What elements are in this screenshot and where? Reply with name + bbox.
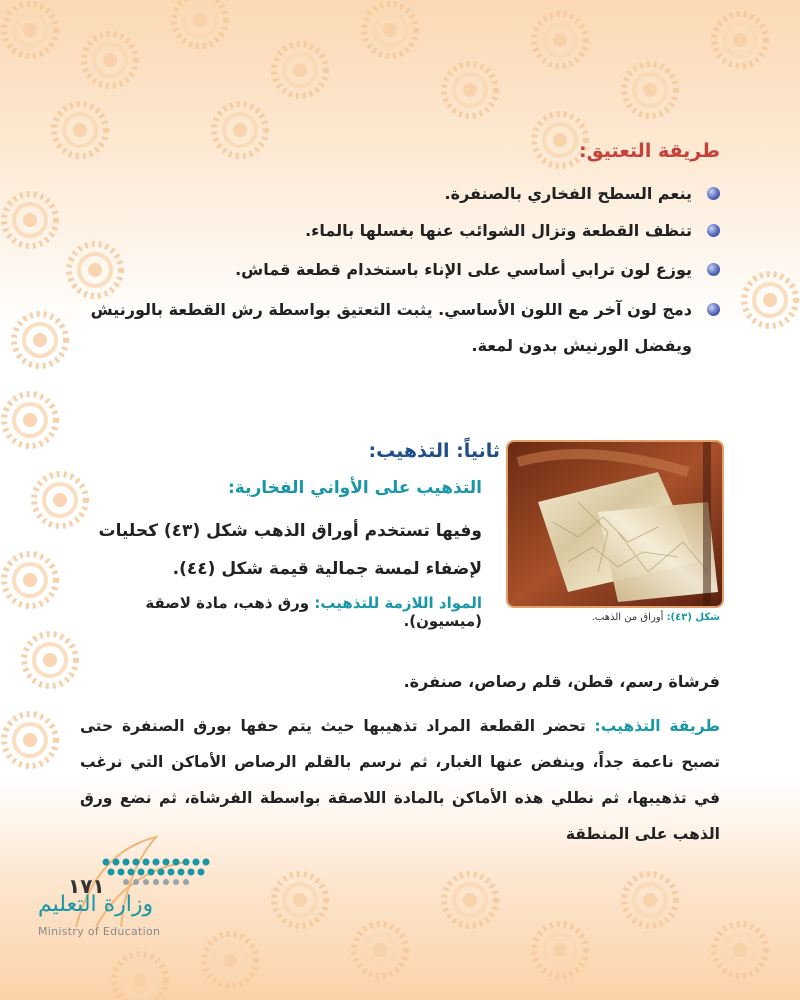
gold-leaf-photo: [508, 442, 722, 606]
gilding-method-paragraph: [80, 708, 720, 852]
method-text: تحضر القطعة المراد تذهيبها حيث يتم حفها بورق الصنفرة حتى تصبح ناعمة جداً، وينفض عنها الغبار، ثم نرسم بالقلم الرصاص الأماكن التي نرغب في تذهيبها، ثم نطلي هذه الأماكن بالمادة اللاصقة بواسطة الفرشاة، ثم نضع ورق الذهب على المنطقة: [80, 717, 720, 843]
bullet-dot-icon: [707, 303, 720, 316]
bullet-item: تنظف القطعة وتزال الشوائب عنها بغسلها بالماء.: [80, 213, 720, 249]
method-label: طريقة التذهيب:: [594, 717, 720, 735]
ministry-name-arabic: وزارة التعليم: [38, 892, 154, 917]
bullet-dot-icon: [707, 263, 720, 276]
materials-label: المواد اللازمة للتذهيب:: [314, 594, 482, 612]
gilding-heading: ثانياً: التذهيب:: [368, 440, 500, 462]
page-number: ١٧١: [68, 874, 105, 898]
gilding-pottery-subheading: التذهيب على الأواني الفخارية:: [227, 478, 482, 498]
aging-method-heading: طريقة التعتيق:: [578, 140, 720, 162]
bullet-dot-icon: [707, 187, 720, 200]
figure-caption: [520, 612, 720, 623]
gold-leaf-illustration: [508, 442, 722, 606]
gilding-intro-paragraph: وفيها تستخدم أوراق الذهب شكل (٤٣) كحليات لإضفاء لمسة جمالية قيمة شكل (٤٤).: [98, 521, 482, 579]
tools-line: فرشاة رسم، قطن، قلم رصاص، صنفرة.: [403, 672, 720, 691]
materials-text: ورق ذهب، مادة لاصقة (ميسيون).: [145, 594, 482, 630]
ministry-name-english: Ministry of Education: [38, 925, 161, 938]
figure-label: شكل (٤٣):: [666, 612, 720, 623]
bullet-dot-icon: [707, 224, 720, 237]
bullet-item: ينعم السطح الفخاري بالصنفرة.: [80, 176, 720, 212]
figure-text: أوراق من الذهب.: [591, 612, 667, 623]
materials-line: [62, 594, 482, 630]
bullet-item: دمج لون آخر مع اللون الأساسي. يثبت التعتيق بواسطة رش القطعة بالورنيش ويفضل الورنيش بدون لمعة.: [80, 292, 720, 364]
bullet-item: يوزع لون ترابي أساسي على الإناء باستخدام قطعة قماش.: [80, 252, 720, 288]
